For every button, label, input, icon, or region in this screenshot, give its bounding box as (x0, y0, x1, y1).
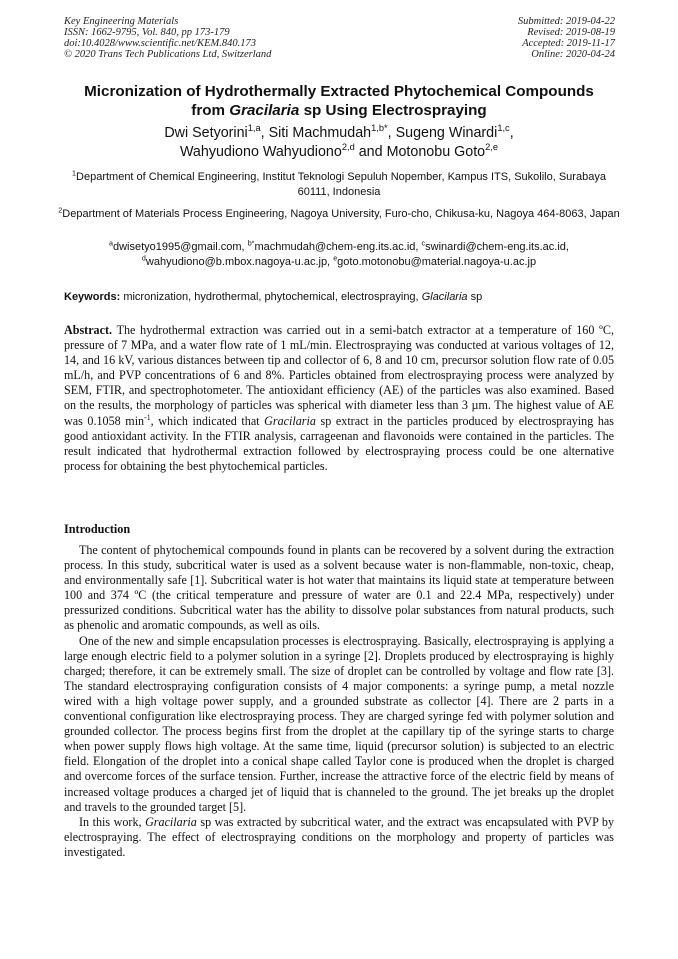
keywords (64, 291, 624, 304)
affil-text: Department of Chemical Engineering, Institut Teknologi Sepuluh Nopember, Kampus ITS, Sukolilo, Surabaya 60111, Indonesia (76, 171, 606, 198)
author-affil-mark: 1,b* (371, 123, 388, 134)
accepted-date: Accepted: 2019-11-17 (522, 38, 615, 49)
author-name: Siti Machmudah (268, 125, 372, 141)
title-species: Gracilaria (229, 102, 300, 119)
intro-text: sp was extracted by subcritical water, and the extract was encapsulated with PVP by electrospraying. The effect of electrospraying conditions on the morphology and property of particles was investigated. (64, 814, 614, 859)
email-mark: b* (247, 239, 255, 248)
introduction-body (64, 543, 614, 860)
abstract-label: Abstract. (64, 323, 113, 337)
abstract (64, 323, 614, 474)
author-affil-mark: 2,d (341, 142, 355, 153)
author-affil-mark: 1,c (497, 123, 510, 134)
paper-title (40, 82, 638, 120)
intro-paragraph (64, 815, 614, 860)
author-name: Sugeng Winardi (395, 125, 498, 141)
abstract-text: sp extract in the particles produced by electrospraying has good antioxidant activity. In the FTIR analysis, carrageenan and flavonoids were contained in the particles. The result indicated that hydrothermal extraction followed by electrospraying process could be one alternative process for obtaining the best phytochemical particles. (64, 413, 614, 473)
issn: ISSN: 1662-9795, Vol. 840, pp 173-179 (64, 27, 230, 38)
author-affil-mark: 2,e (485, 142, 499, 153)
author-affil-mark: 1,a (247, 123, 261, 134)
email-mark: e (333, 253, 338, 262)
title-text: from (191, 102, 230, 119)
title-line-1: Micronization of Hydrothermally Extracted Phytochemical Compounds (84, 83, 594, 100)
abstract-text: , which indicated that (150, 413, 265, 428)
introduction-heading: Introduction (64, 522, 131, 536)
copyright: © 2020 Trans Tech Publications Ltd, Switzerland (64, 49, 272, 60)
email-list (58, 240, 620, 269)
email-mark: c (421, 239, 426, 248)
intro-species: Gracilaria (145, 814, 197, 829)
email-link[interactable]: swinardi@chem-eng.its.ac.id, (425, 241, 569, 253)
intro-paragraph: The content of phytochemical compounds found in plants can be recovered by a solvent during the extraction process. In this study, subcritical water is used as a solvent because water is non-flammable, non-toxic, cheap, and environmentally safe [1]. Subcritical water is hot water that maintains its liquid state at temperature between 100 and 374 ºC (the critical temperature and pressure of water are 0.1 and 22.4 MPa, respectively) under pressurized conditions. Subcritical water has the ability to dissolve polar substances from natural products, such as phenolic and aromatic compounds, as well as oils. (64, 543, 614, 633)
online-date: Online: 2020-04-24 (531, 49, 615, 60)
email-mark: a (109, 239, 113, 248)
title-line-2 (40, 101, 638, 120)
email-mark: d (141, 253, 146, 262)
email-link[interactable]: dwisetyo1995@gmail.com, (113, 241, 245, 253)
keywords-species: Glacilaria (421, 291, 468, 303)
affil-mark: 1 (72, 169, 77, 178)
intro-paragraph: One of the new and simple encapsulation processes is electrospraying. Basically, electrospraying is applying a large enough electric field to a polymer solution in a syringe [2]. Droplets produced by electrospraying is highly charged; therefore, it can be extremely small. The size of droplet can be controlled by voltage and flow rate [3]. The standard electrospraying configuration consists of 4 major components: a syringe pump, a metal nozzle wired with a high voltage power supply, and a grounded substrate as collector [4]. There are 2 parts in a conventional configuration like electrospraying process. They are charged syringe fed with polymer solution and grounded collector. The process begins first from the droplet at the capillary tip of the syringe starts to charge when power supply flows high voltage. At the same time, liquid (precursor solution) is subjected to an electric field. Elongation of the droplet into a conical shape called Taylor cone is produced when the droplet is charged and overcome forces of the surface tension. Further, increase the attractive force of the electric field by means of increased voltage produces a charged jet of liquid that is channeled to the ground. The jet breaks up the droplet and travels to the grounded target [5]. (64, 633, 614, 814)
abstract-superscript: -1 (144, 412, 151, 422)
doi: doi:10.4028/www.scientific.net/KEM.840.173 (64, 38, 256, 49)
revised-date: Revised: 2019-08-19 (527, 27, 615, 38)
title-text-end: sp Using Electrospraying (299, 102, 487, 119)
intro-text: In this work, (79, 814, 146, 829)
keywords-text: micronization, hydrothermal, phytochemical, electrospraying, (123, 291, 419, 303)
journal-header (64, 16, 271, 60)
author-conjunction: and (358, 144, 383, 160)
submitted-date: Submitted: 2019-04-22 (517, 16, 615, 27)
author-name: Dwi Setyorini (164, 125, 248, 141)
email-link[interactable]: machmudah@chem-eng.its.ac.id, (254, 241, 419, 253)
email-link[interactable]: wahyudiono@b.mbox.nagoya-u.ac.jp, (145, 255, 331, 268)
author-name: Motonobu Goto (386, 144, 486, 160)
dates-header (518, 16, 615, 60)
abstract-text: The hydrothermal extraction was carried out in a semi-batch extractor at a temperature of 160 ºC, pressure of 7 MPa, and a water flow rate of 1 mL/min. Electrospraying was conducted at various voltages of 12, 14, and 16 kV, various distances between tip and collector of 6, 8 and 10 cm, precursor solution flow rate of 0.05 mL/h, and PVP concentrations of 6 and 8%. Particles obtained from electrospraying process were analyzed by SEM, FTIR, and spectrophotometer. The antioxidant efficiency (AE) of the particles was also examined. Based on the results, the morphology of particles was spherical with diameter less than 3 µm. The highest value of AE was 0.1058 min (64, 323, 614, 428)
affil-text: Department of Materials Process Engineering, Nagoya University, Furo-cho, Chikusa-ku, Nagoya 464-8063, Japan (62, 208, 620, 220)
email-link[interactable]: goto.motonobu@material.nagoya-u.ac.jp (337, 255, 537, 268)
affiliation-2 (58, 207, 620, 222)
affiliation-1 (58, 170, 620, 199)
abstract-species: Gracilaria (264, 413, 316, 428)
journal-name: Key Engineering Materials (64, 16, 179, 27)
author-list: Dwi Setyorini$^{1,a}$, Siti Machmudah$^{1,b*}$, Sugeng Winardi$^{1,c}$, Wahyudiono Wahyudiono$^{2,d}$ and Motonobu Goto$^{2,e}$ (164, 123, 514, 160)
keywords-label: Keywords: (64, 291, 121, 303)
keywords-tail: sp (470, 291, 483, 303)
author-name: Wahyudiono Wahyudiono (179, 144, 342, 160)
affil-mark: 2 (58, 206, 63, 215)
